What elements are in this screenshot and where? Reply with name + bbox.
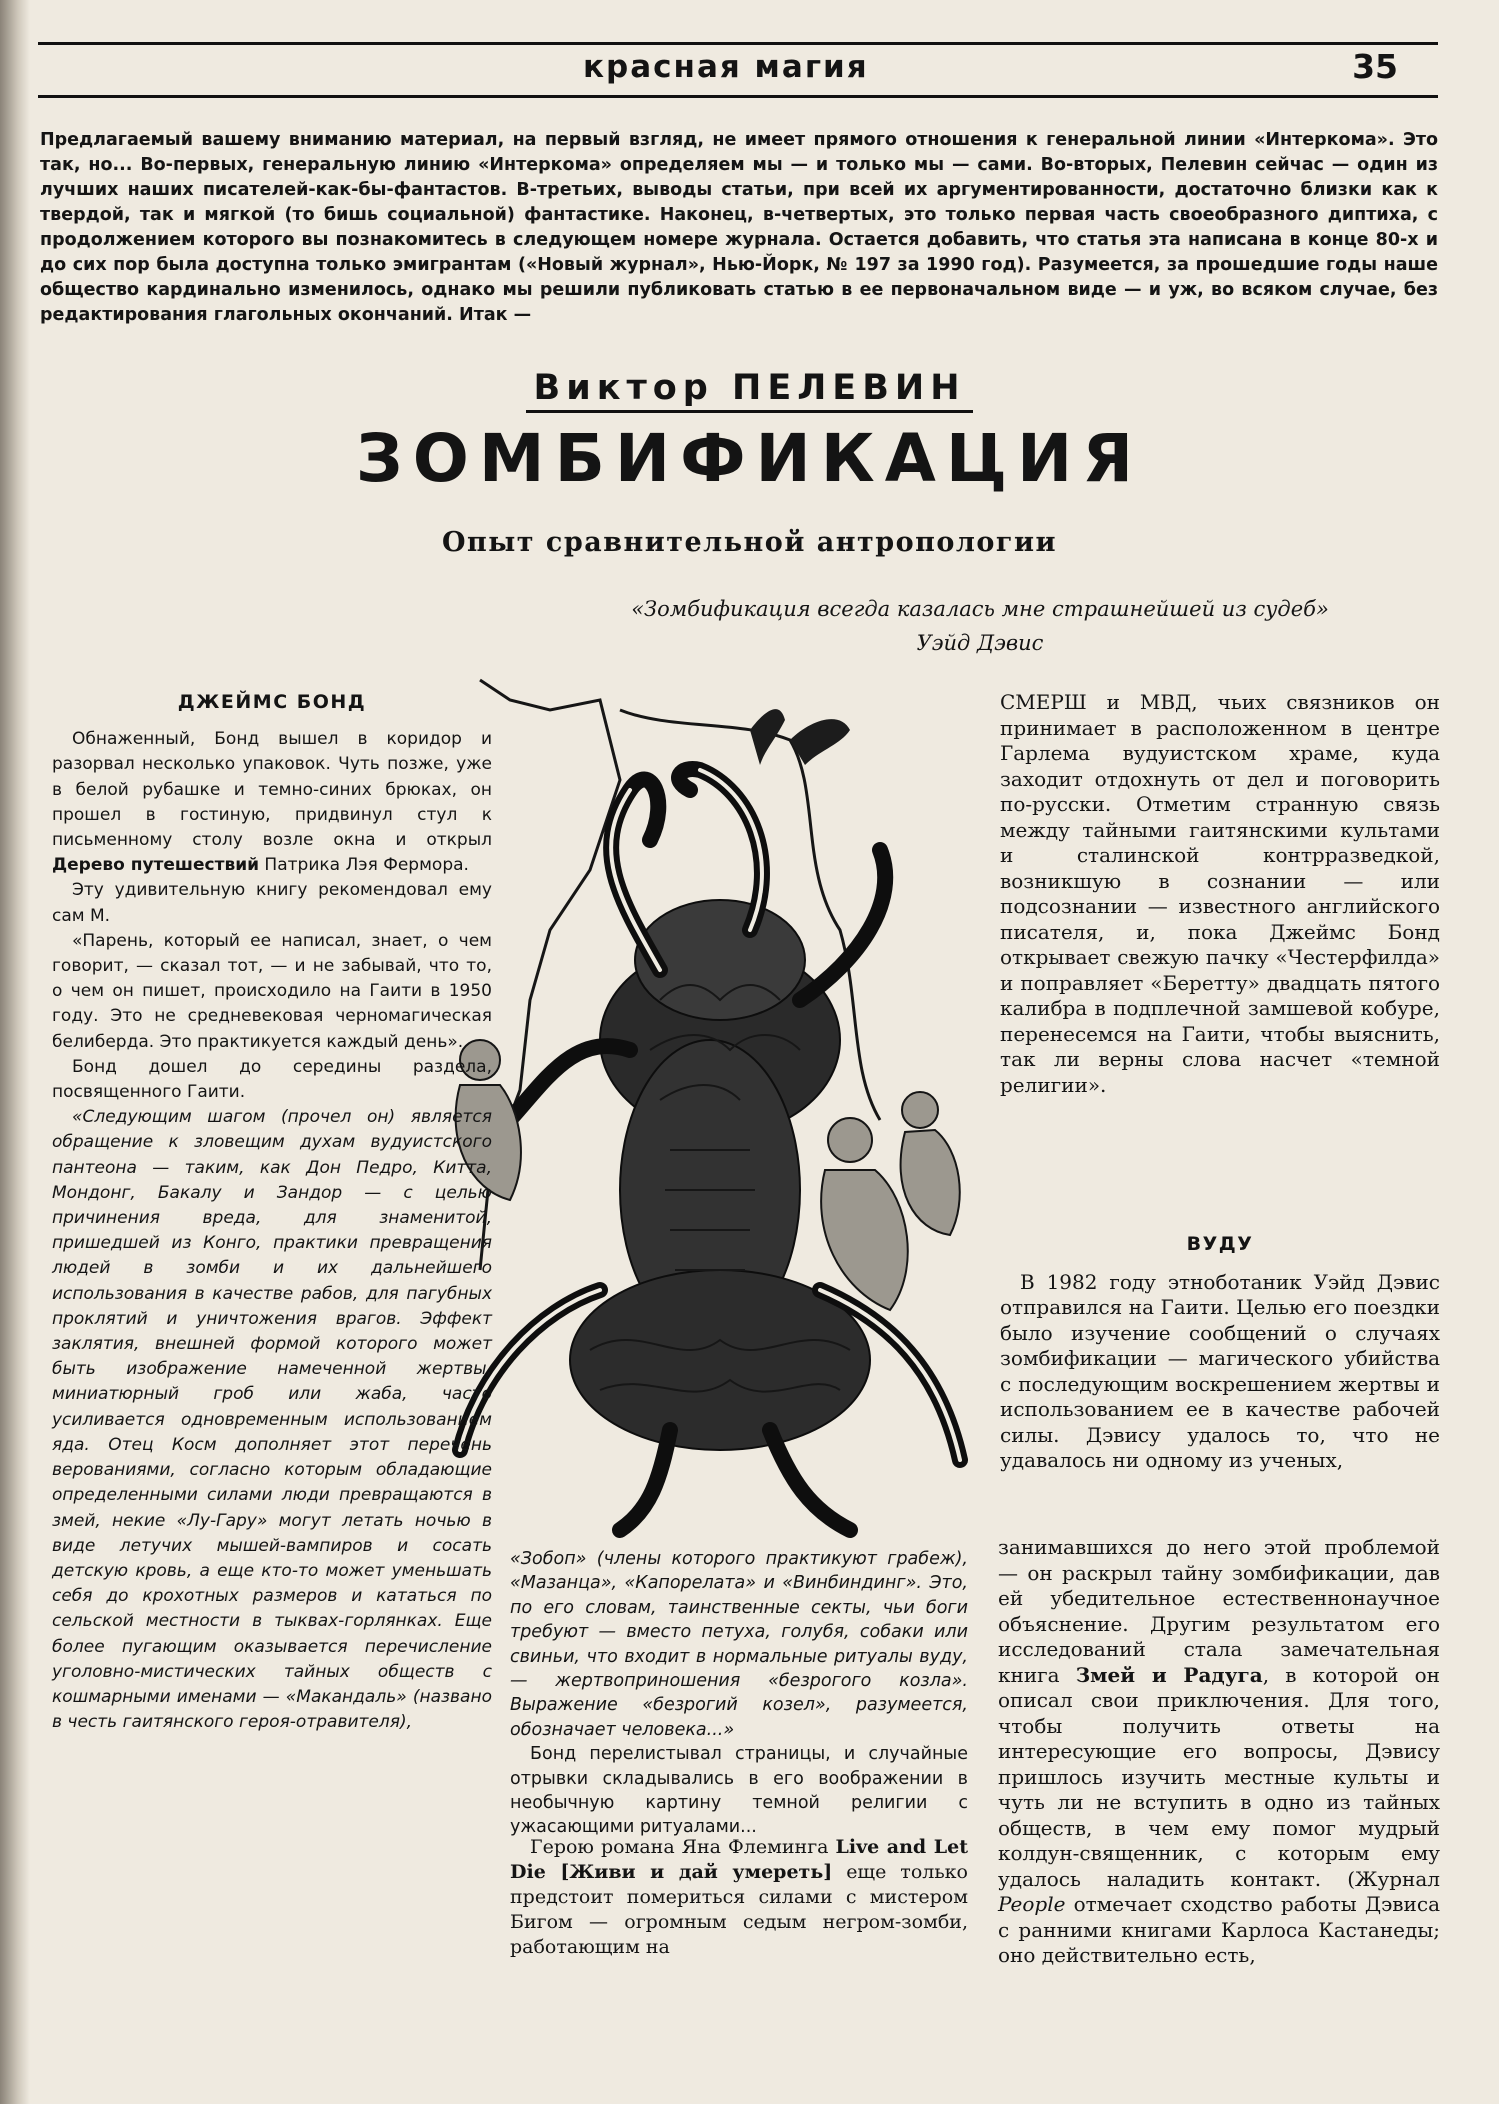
paragraph: В 1982 году этноботаник Уэйд Дэвис отправился на Гаити. Целью его поездки было изучение сообщений о случаях зомбификации — магического убийства с последующим воскрешением жертвы и использованием ее в качестве рабочей силы. Дэвису удалось то, что не удавалось ни одному из ученых,: [1000, 1269, 1440, 1472]
paragraph: [510, 1835, 968, 1960]
page-number: 35: [1352, 47, 1398, 86]
section-heading-james-bond: ДЖЕЙМС БОНД: [177, 691, 367, 713]
middle-column-quote: [510, 1547, 968, 1840]
text-run: Патрика Лэя Фермора.: [259, 855, 469, 876]
paragraph: «Парень, который ее написал, знает, о чем говорит, — сказал тот, — и не забывай, что то, о чем он пишет, происходило на Гаити в 1950 году. Это не средневековая черномагическая белиберда. Это практикуется каждый день».: [52, 930, 492, 1052]
paragraph: Бонд дошел до середины раздела, посвященного Гаити.: [52, 1056, 492, 1103]
section-title: красная магия: [583, 49, 869, 85]
author-name: Виктор ПЕЛЕВИН: [526, 368, 974, 413]
serpent-monster-illustration: [420, 670, 995, 1540]
quoted-paragraph: «Следующим шагом (прочел он) является обращение к зловещим духам вудуистского пантеона — таким, как Дон Педро, Китта, Мондонг, Бакалу и Зандор — с целью причинения вреда, для знаменитой, пришедшей из Конго, практики превращения людей в зомби и их дальнейшего использования в качестве рабов, для пагубных проклятий и уничтожения врагов. Эффект заклятия, внешней формой которого может быть изображение намеченной жертвы, миниатюрный гроб или жаба, часто усиливается одновременным использованием яда. Отец Косм дополняет этот перечень верованиями, согласно которым обладающие определенными силами люди превращаются в змей, некие «Лу-Гару» могут летать ночью в виде летучих мышей-вампиров и сосать детскую кровь, а еще кто-то может уменьшать себя до крохотных размеров и кататься по сельской местности в тыквах-горлянках. Еще более пугающим оказывается перечисление уголовно-мистических тайных обществ с кошмарными именами — «Макандаль» (названо в честь гаитянского героя-отравителя),: [52, 1107, 492, 1733]
text-run: , в которой он описал свои приключения. Для того, чтобы получить ответы на интересующие его вопросы, Дэвису пришлось изучить местные культы и чуть ли не вступить в одно из тайных обществ, в чем ему помог мудрый колдун-священник, с которым ему удалось наладить контакт. (Журнал: [998, 1662, 1441, 1891]
paragraph: [998, 1535, 1440, 1969]
running-header: [38, 42, 1438, 98]
article-title: ЗОМБИФИКАЦИЯ: [355, 420, 1144, 497]
paragraph: Бонд перелистывал страницы, и случайные отрывки складывались в его воображении в необычную картину темной религии с ужасающими ритуалами...: [510, 1744, 968, 1838]
right-column-top: [1000, 690, 1440, 1098]
article-author: [0, 368, 1499, 413]
text-run: Герою романа Яна Флеминга: [530, 1836, 836, 1858]
book-title: Дерево путешествий: [52, 855, 260, 876]
epigraph: [560, 592, 1400, 660]
section-heading-voodoo: ВУДУ: [1186, 1233, 1254, 1255]
paragraph: [52, 727, 492, 878]
right-column-bottom: [998, 1535, 1440, 1969]
epigraph-author: Уэйд Дэвис: [916, 631, 1044, 655]
book-title: Змей и Радуга: [1075, 1662, 1263, 1687]
page-spine-shadow: [0, 0, 30, 2104]
editorial-intro: Предлагаемый вашему вниманию материал, на первый взгляд, не имеет прямого отношения к генеральной линии «Интеркома». Это так, но... Во-первых, генеральную линию «Интеркома» определяем мы — и только мы — сами. Во-вторых, Пелевин сейчас — один из лучших наших писателей-как-бы-фантастов. В-третьих, выводы статьи, при всей их аргументированности, достаточно близки как к твердой, так и мягкой (то бишь социальной) фантастике. Наконец, в-четвертых, это только первая часть своеобразного диптиха, с продолжением которого вы познакомитесь в следующем номере журнала. Остается добавить, что статья эта написана в конце 80-х и до сих пор была доступна только эмигрантам («Новый журнал», Нью-Йорк, № 197 за 1990 год). Разумеется, за прошедшие годы наше общество кардинально изменилось, однако мы решили публиковать статью в ее первоначальном виде — и уж, во всяком случае, без редактирования глагольных окончаний. Итак —: [40, 130, 1438, 325]
text-run: еще только предстоит помериться силами с мистером Бигом — огромным седым негром-зомби, работающим на: [510, 1861, 968, 1958]
right-column-voodoo: [1000, 1232, 1440, 1474]
left-column: [52, 690, 492, 1735]
paragraph: СМЕРШ и МВД, чьих связников он принимает в расположенном в центре Гарлема вудуистском храме, куда заходит отдохнуть от дел и поговорить по-русски. Отметим странную связь между тайными гаитянскими культами и сталинской контрразведкой, возникшую в сознании — или подсознании — известного английского писателя, и, пока Джеймс Бонд открывает свежую пачку «Честерфилда» и поправляет «Беретту» двадцать пятого калибра в подплечной замшевой кобуре, перенесемся на Гаити, чтобы выяснить, так ли верны слова насчет «темной религии».: [1000, 690, 1440, 1097]
book-title: Live and Let Die [Живи и дай умереть]: [510, 1836, 968, 1883]
epigraph-quote: «Зомбификация всегда казалась мне страшнейшей из судеб»: [631, 597, 1329, 621]
paragraph: Эту удивительную книгу рекомендовал ему сам М.: [52, 880, 492, 926]
text-run: Обнаженный, Бонд вышел в коридор и разорвал несколько упаковок. Чуть позже, уже в белой рубашке и темно-синих брюках, он прошел в гостиную, придвинул стул к письменному столу возле окна и открыл: [52, 729, 492, 851]
middle-column-text: [510, 1835, 968, 1960]
article-subtitle: Опыт сравнительной антропологии: [441, 527, 1058, 558]
text-run: занимавшихся до него этой проблемой — он раскрыл тайну зомбификации, дав ей убедительное естественнонаучное объяснение. Другим результатом его исследований стала замечательная книга: [998, 1535, 1440, 1687]
text-run: отмечает сходство работы Дэвиса с ранними книгами Карлоса Кастанеды; оно действительно есть,: [998, 1892, 1440, 1967]
quoted-paragraph: «Зобоп» (члены которого практикуют грабеж), «Мазанца», «Капорелата» и «Винбиндинг». Это, по его словам, таинственные секты, чьи боги требуют — вместо петуха, голубя, собаки или свиньи, что входит в нормальные ритуалы вуду, — жертвоприношения «безрогого козла». Выражение «безрогий козел», разумеется, обозначает человека...»: [510, 1549, 968, 1740]
magazine-title: People: [998, 1892, 1066, 1916]
